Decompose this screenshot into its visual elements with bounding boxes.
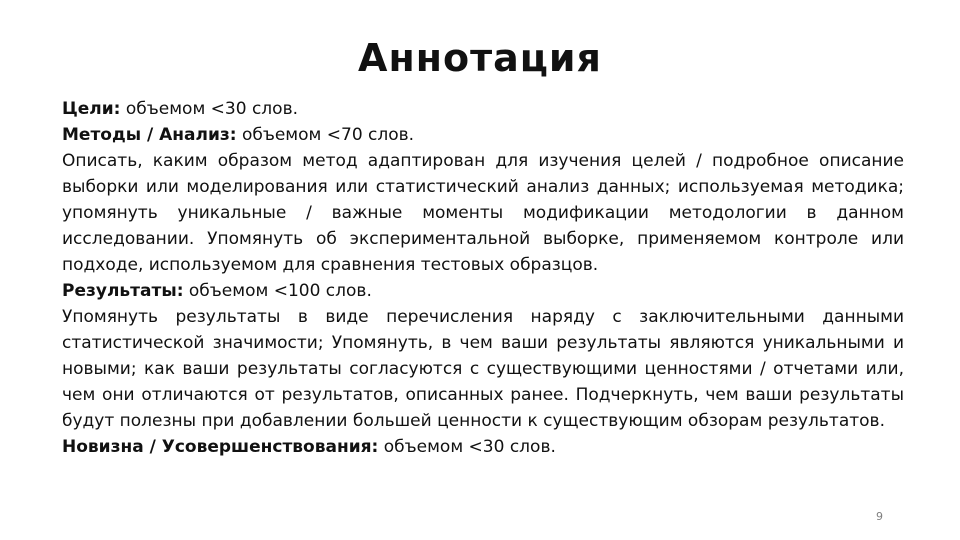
goals-text: объемом <30 слов. [120,99,298,119]
methods-line [62,122,904,148]
methods-description: Описать, каким образом метод адаптирован для изучения целей / подробное описание выборки или моделирования или статистический анализ данных; используемая методика; упомянуть уникальные / важные моменты модификации методологии в данном исследовании. Упомянуть об экспериментальной выборке, применяемом контроле или подходе, используемом для сравнения тестовых образцов. [62,151,904,275]
results-label: Результаты: [62,281,184,301]
abstract-body [62,96,904,460]
goals-line [62,96,904,122]
novelty-label: Новизна / Усовершенствования: [62,437,379,457]
results-description: Упомянуть результаты в виде перечисления наряду с заключительными данными статистической значимости; Упомянуть, в чем ваши результаты являются уникальными и новыми; как ваши результаты согласуются с существующими ценностями / отчетами или, чем они отличаются от результатов, описанных ранее. Подчеркнуть, чем ваши результаты будут полезны при добавлении большей ценности к существующим обзорам результатов. [62,307,904,431]
results-line [62,278,904,304]
methods-text: объемом <70 слов. [236,125,415,145]
goals-label: Цели: [62,99,121,119]
novelty-line [62,434,904,460]
page-number: 9 [876,510,883,523]
slide-title: Аннотация [358,36,602,80]
methods-label: Методы / Анализ: [62,125,237,145]
novelty-text: объемом <30 слов. [378,437,556,457]
results-text: объемом <100 слов. [183,281,372,301]
